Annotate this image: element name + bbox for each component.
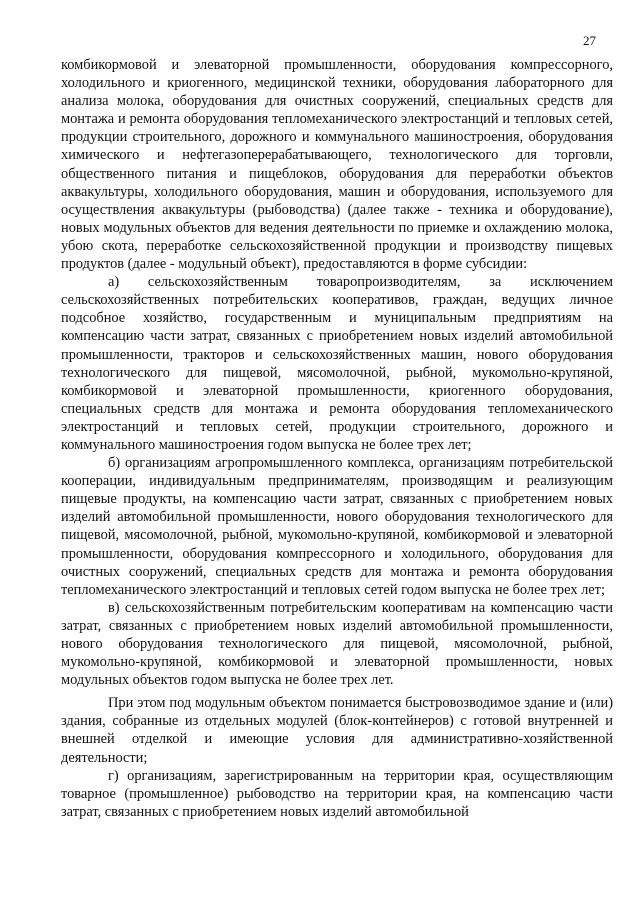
paragraph-item-b: б) организациям агропромышленного комплекса, организациям потребительской кооперации, индивидуальным предпринимателям, производящим и реализующим пищевые продукты, на компенсацию части затрат, связанных с приобретением новых изделий автомобильной промышленности, нового оборудования технологического для пищевой, мясомолочной, рыбной, мукомольно-крупяной, комбикормовой и элеваторной промышленности, оборудования компрессорного и холодильного, оборудования для очистных сооружений, специальных средств для монтажа и ремонта оборудования тепломеханического электростанций и тепловых сетей годом выпуска не более трех лет; (61, 455, 613, 598)
paragraph-item-v: в) сельскохозяйственным потребительским кооперативам на компенсацию части затрат, связанных с приобретением новых изделий автомобильной промышленности, нового оборудования технологического для пищевой, мясомолочной, рыбной, мукомольно-крупяной, комбикормовой и элеваторной промышленности, новых модульных объектов годом выпуска не более трех лет. (61, 599, 613, 689)
paragraph-item-g: г) организациям, зарегистрированным на территории края, осуществляющим товарное (промышленное) рыбоводство на территории края, на компенсацию части затрат, связанных с приобретением новых изделий автомобильной (61, 767, 613, 820)
paragraph-continuation: комбикормовой и элеваторной промышленности, оборудования компрессорного, холодильного и криогенного, медицинской техники, оборудования лабораторного для анализа молока, оборудования для очистных сооружений, специальных средств для монтажа и ремонта оборудования тепломеханического электростанций и тепловых сетей, продукции строительного, дорожного и коммунального машиностроения, оборудования химического и нефтегазоперерабатывающего, технологического для торговли, общественного питания и пищеблоков, оборудования для переработки объектов аквакультуры, холодильного оборудования, машин и оборудования, используемого для осуществления аквакультуры (рыбоводства) (далее также - техника и оборудование), новых модульных объектов для ведения деятельности по приемке и охлаждению молока, убою скота, переработке сельскохозяйственной продукции и производству пищевых продуктов (далее - модульный объект), предоставляются в форме субсидии: (61, 57, 613, 273)
page-number: 27 (583, 33, 596, 48)
paragraph-item-a: а) сельскохозяйственным товаропроизводителям, за исключением сельскохозяйственных потребительских кооперативов, граждан, ведущих личное подсобное хозяйство, государственным и муниципальным предприятиям на компенсацию части затрат, связанных с приобретением новых изделий автомобильной промышленности, тракторов и сельскохозяйственных машин, нового оборудования технологического для пищевой, мясомолочной, рыбной, мукомольно-крупяной, комбикормовой и элеваторной промышленности, криогенного оборудования, специальных средств для монтажа и ремонта оборудования тепломеханического электростанций и тепловых сетей, продукции строительного, дорожного и коммунального машиностроения годом выпуска не более трех лет; (61, 274, 613, 453)
document-body (61, 56, 613, 821)
paragraph-modular-definition: При этом под модульным объектом понимается быстровозводимое здание и (или) здания, собранные из отдельных модулей (блок-контейнеров) с готовой внутренней и внешней отделкой и имеющие условия для административно-хозяйственной деятельности; (61, 695, 613, 766)
